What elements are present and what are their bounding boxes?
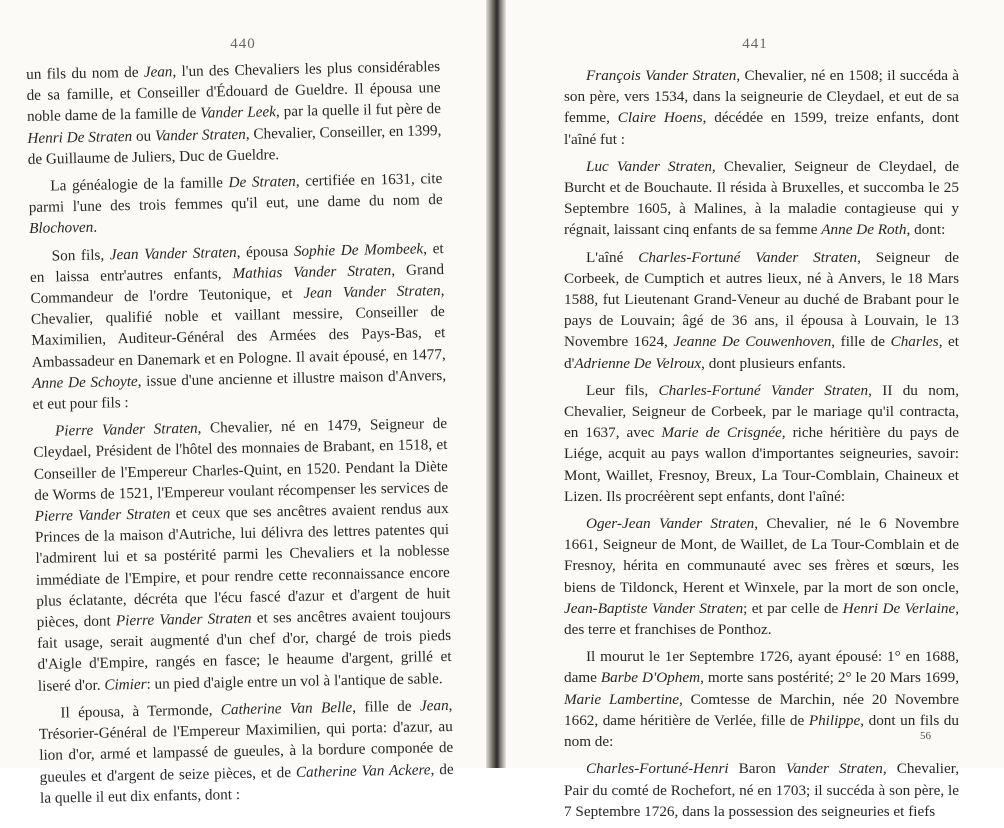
italic-name: Luc Vander Straten [586,157,712,175]
text-run: un fils du nom de [26,63,144,83]
italic-name: Claire Hoens [617,109,703,127]
text-run: et ceux que ses ancêtres avaient rendus aux Princes de la maison d'Autriche, lui délivra des lettres patentes qui l'admirent lui et sa postérité parmi les Chevaliers et la noblesse immédiate de l'Empire, et pour rendre cette reconnaissance encore plus éclatante, décréta que l'écu fascé d'azur et d'argent de huit pièces, dont [34,500,451,631]
paragraph [564,247,959,374]
text-run: ; et par celle de [743,599,843,617]
paragraph [564,156,959,241]
italic-name: François Vander Straten [586,67,737,84]
left-page [0,0,486,807]
italic-name: Mathias Vander Straten [232,261,392,282]
paragraph [38,695,454,809]
text-run: , fille de [352,697,421,716]
italic-name: Jean [143,63,173,81]
text-run: , issue d'une ancienne et illustre maison d'Anvers, et eut pour fils : [32,366,447,413]
left-page-text [26,56,454,815]
text-run: . [93,219,98,237]
book-gutter [486,0,506,768]
text-run: , Chevalier, Pair du comté de Rochefort, né en 1703; il succéda à son père, le 7 Septembre 1726, dans la possession des seigneuries et fiefs [564,760,959,820]
italic-name: Anne De Roth [821,221,907,239]
text-run: , Chevalier, Conseiller, en 1399, de Guillaume de Juliers, Duc de Gueldre. [27,121,442,168]
text-run: Baron [728,760,786,778]
italic-name: Jean-Baptiste Vander Straten [564,599,744,617]
italic-name: Catherine Van Belle [220,698,353,719]
text-run: Son fils, [51,246,110,265]
text-run: , Chevalier, né en 1479, Seigneur de Cleydael, Président de l'hôtel des monnaies de Brabant, en 1518, et Conseiller de l'Empereur Charles-Quint, en 1520. Pendant la Diète de Worms de 1521, l'Empereur voulant récompenser les services de [33,415,449,504]
italic-name: Blochoven [29,219,94,238]
text-run: , dont un fils du nom de: [564,711,959,751]
italic-name: Vander Leek [200,103,277,123]
text-run: , et d' [564,333,960,372]
italic-name: Jean [419,696,449,715]
text-run: , épousa [236,242,295,261]
footer-number: 56 [920,730,931,742]
italic-name: Charles-Fortuné-Henri [586,760,729,778]
text-run: , Chevalier, né en 1508; il succéda à son père, vers 1534, dans la seigneurie de Cleydael, et eut de sa femme, [564,67,959,127]
italic-name: Charles-Fortuné Vander Straten [638,248,858,266]
paragraph [33,413,452,697]
italic-name: Henri De Verlaine [842,599,956,617]
italic-name: Jeanne De Couwenhoven [673,333,832,351]
text-run: Il mourut le 1er Septembre 1726, ayant épousé: 1° en 1688, dame [564,648,959,687]
italic-name: Vander Straten [154,125,246,145]
text-run: , Trésorier-Général de l'Empereur Maximilien, qui porta: d'azur, au lion d'or, armé et lampassé de gueules, à la bordure componée de gueules et d'argent de seize pièces, et de [38,696,454,786]
text-run: et ses ancêtres avaient toujours fait usage, serait augmenté d'un chef d'or, chargé de trois pieds d'Aigle d'Empire, rangés en fasce; le heaume d'argent, grillé et liseré d'or. [36,606,452,695]
right-page-number: 441 [742,36,768,52]
text-run: , certifiée en 1631, cite parmi l'une des trois femmes qu'il eut, une dame du nom de [28,170,443,217]
right-page [506,0,1004,820]
italic-name: Pierre Vander Straten [115,609,252,630]
paragraph [564,513,959,640]
italic-name: Cimier [104,675,147,694]
left-page-number: 440 [230,36,256,52]
text-run: , dont: [906,221,946,239]
paragraph [29,238,446,416]
paragraph [564,646,959,752]
italic-name: Jean Vander Straten [109,243,237,264]
text-run: L'aîné [586,248,639,266]
italic-name: Pierre Vander Straten [34,505,171,525]
paragraph [564,758,959,822]
text-run: , morte sans postérité; 2° le 20 Mars 1699, [700,669,960,687]
paragraph [564,65,959,150]
paragraph [28,168,443,240]
italic-name: Vander Straten [785,760,883,778]
text-run: , Comtesse de Marchin, née 20 Novembre 1662, dame héritière de Verlée, fille de [564,690,959,729]
italic-name: Jean Vander Straten [303,282,441,302]
text-run: Leur fils, [586,381,659,399]
text-run: La généalogie de la famille [50,174,229,195]
italic-name: Charles-Fortuné Vander Straten [658,381,869,399]
text-run: , Seigneur de Corbeek, de Cumptich et autres lieux, né à Anvers, le 18 Mars 1588, fut Lieutenant Grand-Veneur au duché de Brabant pour le pays de Louvain; âgé de 36 ans, il épousa à Louvain, le 13 Novembre 1624, [564,248,960,351]
italic-name: Barbe D'Ophem [600,669,701,687]
text-run: , Chevalier, qualifié noble et vaillant messire, Conseiller de Maximilien, Auditeur-Général des Armées des Pays-Bas, et Ambassadeur en Danemark et en Pologne. Il avait épousé, en 1477, [30,282,446,371]
text-run: , Grand Commandeur de l'ordre Teutonique, et [30,260,445,307]
italic-name: Oger-Jean Vander Straten [586,515,755,533]
text-run: : un pied d'aigle entre un vol à l'antique de sable. [146,669,443,693]
italic-name: De Straten [228,172,296,192]
text-run: , Chevalier, Seigneur de Cleydael, de Burcht et de Bouchaute. Il résida à Bruxelles, et succomba le 25 Septembre 1605, à Malines, à la maladie contagieuse qui y régnait, laissant cinq enfants de sa femme [564,157,959,239]
italic-name: Philippe [808,711,861,729]
text-run: , dont plusieurs enfants. [701,354,846,372]
text-run: , II du nom, Chevalier, Seigneur de Corbeek, par le mariage qu'il contracta, en 1637, avec [564,381,959,442]
paragraph [564,380,959,507]
italic-name: Charles [890,333,939,351]
text-run: , par la quelle il fut père de [275,100,442,121]
text-run: , Chevalier, né le 6 Novembre 1661, Seigneur de Mont, de Waillet, de La Tour-Comblain et de Fresnoy, hérita en communauté avec ses frères et sœurs, les biens de Tildonck, Herent et Winxele, par la mort de son oncle, [564,515,959,596]
text-run: ou [131,127,156,145]
text-run: , riche héritière du pays de Liége, acquit au pays wallon d'importantes seigneuries, savoir: Mont, Waillet, Fresnoy, Breux, La Tour-Comblain, Chaineux et Lizen. Ils procréèrent sept enfants, dont l'aîné: [564,424,959,505]
text-run: , de la quelle il eut dix enfants, dont : [39,760,454,807]
italic-name: Henri De Straten [27,127,133,147]
italic-name: Marie Lambertine [564,690,680,708]
paragraph [26,56,442,170]
text-run: , et en laissa entr'autres enfants, [29,239,444,286]
text-run: Il épousa, à Termonde, [60,701,221,722]
text-run: , des terre et franchises de Ponthoz. [564,599,959,639]
italic-name: Anne De Schoyte [31,372,138,392]
italic-name: Adrienne De Velroux [574,354,702,372]
italic-name: Pierre Vander Straten [54,420,198,440]
right-page-text [564,65,959,828]
text-run: , décédée en 1599, treize enfants, dont l'aîné fut : [564,109,959,148]
italic-name: Marie de Crisgnée [661,424,782,442]
text-run: , l'un des Chevaliers les plus considérables de sa famille, et Conseiller d'Édouard de Gueldre. Il épousa une noble dame de la famille de [26,58,441,126]
italic-name: Catherine Van Ackere [295,760,431,781]
text-run: , fille de [831,333,891,351]
italic-name: Sophie De Mombeek [293,240,424,260]
